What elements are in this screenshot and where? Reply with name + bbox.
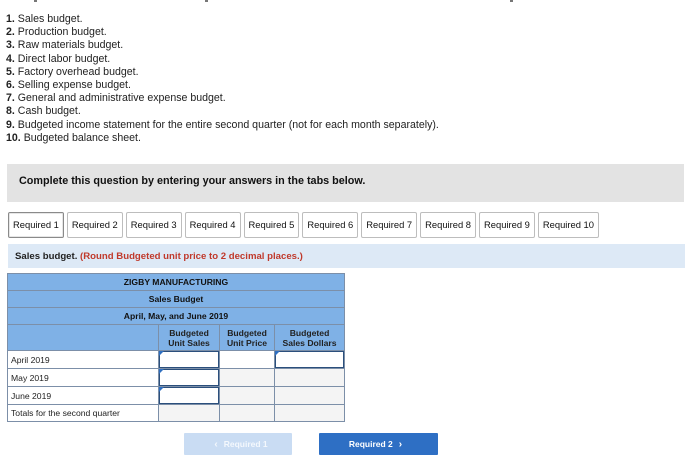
list-item: 1. Sales budget. xyxy=(6,13,83,25)
row-label: June 2019 xyxy=(8,387,159,405)
tab-required-2[interactable]: Required 2 xyxy=(67,212,123,238)
table-row xyxy=(8,369,345,387)
may-unit-sales-field[interactable] xyxy=(159,369,219,386)
may-unit-sales-input[interactable] xyxy=(159,369,220,387)
list-item: 10. Budgeted balance sheet. xyxy=(6,131,141,144)
row-label: Totals for the second quarter xyxy=(8,405,159,422)
list-item: 7. General and administrative expense budget. xyxy=(6,92,226,105)
previous-button[interactable] xyxy=(184,433,292,455)
april-sales-dollars-field[interactable] xyxy=(275,351,344,368)
may-unit-price-cell xyxy=(220,369,275,387)
tab-required-8[interactable]: Required 8 xyxy=(420,212,476,238)
table-row xyxy=(8,387,345,405)
panel-note: (Round Budgeted unit price to 2 decimal places.) xyxy=(80,251,303,262)
budget-name: Sales Budget xyxy=(8,291,345,308)
col-header-unit-price: Budgeted Unit Price xyxy=(220,325,275,351)
list-item: 5. Factory overhead budget. xyxy=(6,65,139,78)
list-item: 6. Selling expense budget. xyxy=(6,79,131,92)
table-row xyxy=(8,405,345,422)
list-item: 4. Direct labor budget. xyxy=(6,52,111,65)
previous-button-label: Required 1 xyxy=(223,439,268,449)
tab-required-9[interactable]: Required 9 xyxy=(479,212,535,238)
tab-bar xyxy=(8,212,602,240)
april-unit-price-input[interactable] xyxy=(220,351,275,369)
table-row xyxy=(8,351,345,369)
april-unit-sales-field[interactable] xyxy=(159,351,219,368)
chevron-left-icon: ‹ xyxy=(214,439,218,450)
may-sales-dollars-cell xyxy=(275,369,345,387)
row-label-header xyxy=(8,325,159,351)
total-unit-sales-cell xyxy=(159,405,220,422)
june-unit-sales-field[interactable] xyxy=(159,387,219,404)
sales-budget-table xyxy=(7,273,345,422)
list-item: 8. Cash budget. xyxy=(6,105,81,118)
row-label: April 2019 xyxy=(8,351,159,369)
tab-required-3[interactable]: Required 3 xyxy=(126,212,182,238)
list-item: 2. Production budget. xyxy=(6,26,107,39)
chevron-right-icon: › xyxy=(398,439,403,450)
next-button[interactable] xyxy=(319,433,438,455)
april-unit-sales-input[interactable] xyxy=(159,351,220,369)
budget-period: April, May, and June 2019 xyxy=(8,308,345,325)
company-name: ZIGBY MANUFACTURING xyxy=(8,274,345,291)
tab-required-10[interactable]: Required 10 xyxy=(538,212,599,238)
row-label: May 2019 xyxy=(8,369,159,387)
requirements-list xyxy=(6,13,439,145)
june-unit-price-cell xyxy=(220,387,275,405)
panel-heading xyxy=(8,244,685,268)
panel-title: Sales budget. xyxy=(15,251,78,262)
june-unit-sales-input[interactable] xyxy=(159,387,220,405)
june-sales-dollars-cell xyxy=(275,387,345,405)
instruction-text: Complete this question by entering your answers in the tabs below. xyxy=(19,175,366,187)
list-item: 3. Raw materials budget. xyxy=(6,39,124,52)
tab-required-4[interactable]: Required 4 xyxy=(185,212,241,238)
total-sales-dollars-cell xyxy=(275,405,345,422)
col-header-unit-sales: Budgeted Unit Sales xyxy=(159,325,220,351)
top-edge-marks xyxy=(0,0,700,3)
tab-required-1[interactable]: Required 1 xyxy=(8,212,64,238)
april-unit-price-field[interactable] xyxy=(220,351,274,368)
april-sales-dollars-input[interactable] xyxy=(275,351,345,369)
tab-required-7[interactable]: Required 7 xyxy=(361,212,417,238)
col-header-sales-dollars: Budgeted Sales Dollars xyxy=(275,325,345,351)
list-item: 9. Budgeted income statement for the entire second quarter (not for each month separately). xyxy=(6,118,439,131)
next-button-label: Required 2 xyxy=(348,439,393,449)
instruction-banner xyxy=(7,164,684,202)
tab-required-6[interactable]: Required 6 xyxy=(302,212,358,238)
tab-required-5[interactable]: Required 5 xyxy=(244,212,300,238)
total-unit-price-cell xyxy=(220,405,275,422)
